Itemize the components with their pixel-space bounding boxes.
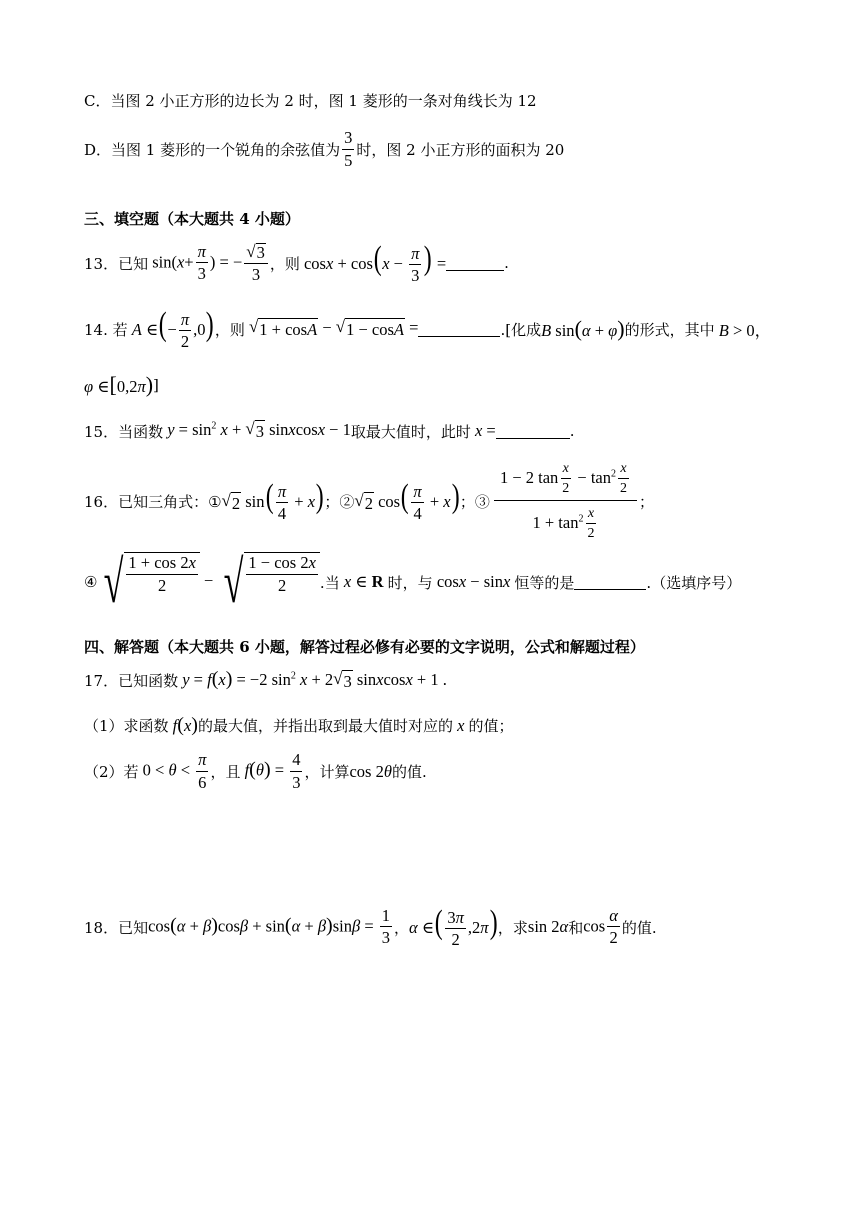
question-15: 15．当函数 $y = \sin^2 x$ + √ 3 sinxcosx − 1 取最大值时，此时 x = . xyxy=(84,419,575,442)
question-14-cont: φ ∈[0,2π) ] xyxy=(84,372,159,397)
q16-expr-2: √ 2 cos( $\frac{\pi}{4}$ + x) xyxy=(354,478,460,524)
q14-answer-blank[interactable] xyxy=(418,322,500,337)
q13-formula-given: sin(x+ $\frac{\pi}{3}$ ) = − √ 3 3 xyxy=(148,243,270,284)
fraction-3-5: $\frac{3}{5}$ xyxy=(344,128,353,170)
question-17-part-1: （1）求函数 f(x) 的最大值，并指出取到最大值时对应的 x 的值； xyxy=(84,714,514,736)
option-d: D．当图 1 菱形的一个锐角的余弦值为 $\frac{3}{5}$ 时，图 2 小正方形的面积为 20 xyxy=(84,128,565,170)
question-17: 17．已知函数 y = f(x) = −2 $\sin^2 x + 2$ √ 3 sinxcosx + 1 . xyxy=(84,668,447,692)
question-16: 16．已知三角式： ① √ 2 sin( $\frac{\pi}{4}$ + x) ；② √ 2 cos( $\frac{\pi}{4}$ + x) ；③ 1 − 2 tan $\frac{x}{2}$ − $\tan^2$ $\frac{x}{2}$ $1 + \tan^2$ $\frac{x}{2}$ ； xyxy=(84,461,655,541)
question-13: 13．已知 sin(x+ $\frac{\pi}{3}$ ) = − √ 3 3 ，则 cosx + cos(x − $\frac{\pi}{3}$ ) = . xyxy=(84,240,509,286)
q15-answer-blank[interactable] xyxy=(496,424,570,439)
question-18: 18．已知 cos(α + β)cosβ + sin(α + β)sinβ = $\frac{1}{3}$ ， α ∈( $\frac{3\pi}{2}$ ,2π) ，求 sin 2α 和 cos $\frac{\alpha}{2}$ 的值. xyxy=(84,904,657,950)
q14-condition: B > 0， xyxy=(718,321,772,341)
section-4-title: 四、解答题（本大题共 6 小题，解答过程必修有必要的文字说明，公式和解题过程） xyxy=(84,638,645,656)
option-c: C．当图 2 小正方形的边长为 2 时，图 1 菱形的一条对角线长为 12 xyxy=(84,92,537,110)
q13-formula-target: cosx + cos(x − $\frac{\pi}{3}$ ) = xyxy=(299,240,447,286)
question-16-cont: ④ √ $\frac{1 + \cos 2x}{2}$ − √ $\frac{1 - \cos 2x}{2}$ .当 x ∈ R 时，与 cosx − sinx 恒等的是 .（选填序号） xyxy=(84,549,742,615)
q14-form: B sin(α + φ) xyxy=(541,316,625,342)
section-3-title: 三、填空题（本大题共 4 小题） xyxy=(84,210,300,228)
q14-expression: √ 1 + cosA − √ 1 − cosA = xyxy=(248,317,419,340)
question-17-part-2: （2）若 0 < θ < $\frac{\pi}{6}$ ，且 f(θ) = $\frac{4}{3}$ ，计算 cos 2θ 的值. xyxy=(84,750,427,792)
q18-equation: cos(α + β)cosβ + sin(α + β)sinβ = $\frac{1}{3}$ xyxy=(148,905,391,948)
question-14: 14. 若 A ∈(− $\frac{\pi}{2}$ ,0) ，则 √ 1 + cosA − √ 1 − cosA = .[化成 B sin(α + φ) 的形式，其中 B > 0， xyxy=(84,306,772,352)
q18-alpha-range: α ∈( $\frac{3\pi}{2}$ ,2π) xyxy=(409,904,498,950)
q13-answer-blank[interactable] xyxy=(446,256,504,271)
q16-expr-3: 1 − 2 tan $\frac{x}{2}$ − $\tan^2$ $\frac{x}{2}$ $1 + \tan^2$ $\frac{x}{2}$ xyxy=(494,462,637,541)
q14-phi-range: φ ∈[0,2π) xyxy=(84,372,154,397)
q16-answer-blank[interactable] xyxy=(574,575,646,590)
q17-function: y = f(x) = −2 $\sin^2 x + 2$ √ 3 sinxcosx + 1 . xyxy=(182,668,447,692)
q14-domain: A ∈(− $\frac{\pi}{2}$ ,0) xyxy=(131,306,215,352)
q16-expr-1: √ 2 sin( $\frac{\pi}{4}$ + x) xyxy=(221,478,324,524)
q16-expr-4: √ $\frac{1 + \cos 2x}{2}$ − √ $\frac{1 - \cos 2x}{2}$ xyxy=(97,552,319,612)
q15-function: $y = \sin^2 x$ + √ 3 sinxcosx − 1 xyxy=(167,419,351,442)
